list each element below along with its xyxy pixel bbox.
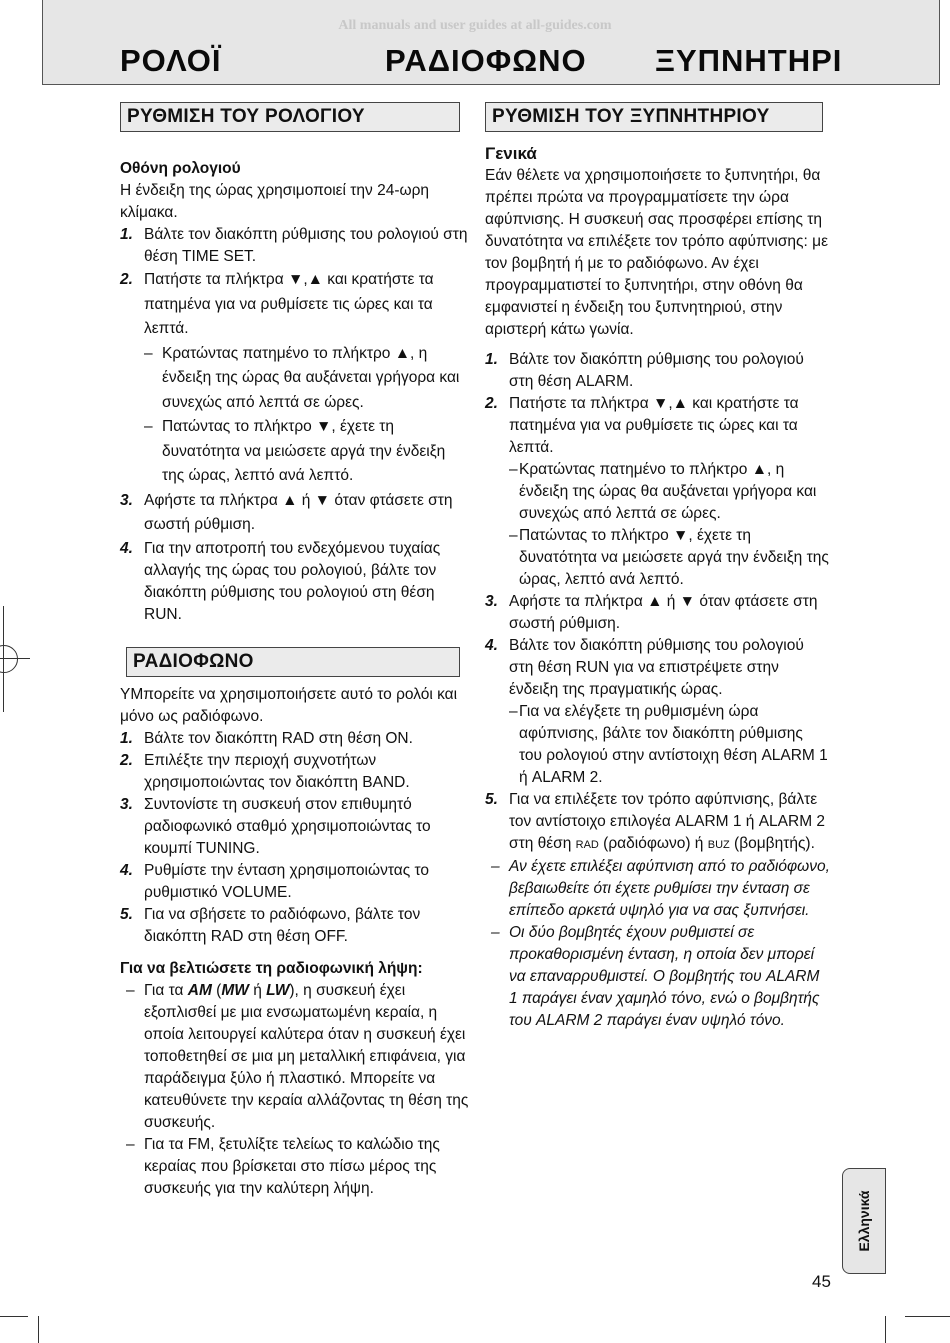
band-am: AM (187, 982, 212, 999)
rad-label: RAD (575, 839, 599, 851)
band-lw: LW (266, 982, 290, 999)
page-number: 45 (812, 1272, 831, 1291)
crop-mark (885, 1316, 886, 1343)
list-item (120, 489, 468, 538)
crop-mark (38, 1316, 39, 1343)
radio-section-body (120, 684, 470, 1200)
step-number: 4. (120, 539, 133, 557)
list-item (485, 349, 830, 393)
clock-setting-heading: ΡΥΘΜΙΣΗ ΤΟΥ ΡΟΛΟΓΙΟΥ (120, 102, 460, 132)
radio-heading: ΡΑΔΙΟΦΩΝΟ (126, 647, 460, 677)
list-item (485, 789, 830, 856)
step-number: 2. (485, 395, 498, 412)
list-item (120, 224, 468, 268)
step-text: Βάλτε τον διακόπτη RAD στη θέση ON. (144, 730, 413, 747)
display-intro: Η ένδειξη της ώρας χρησιμοποιεί την 24-ωρη κλίμακα. (120, 182, 430, 221)
clock-section-body (120, 158, 468, 626)
reception-text: ή (248, 982, 267, 999)
watermark: All manuals and user guides at all-guides.com (338, 18, 612, 33)
list-item: – Οι δύο βομβητές έχουν ρυθμιστεί σε προκαθορισμένη ένταση, η οποία δεν μπορεί να επαναρρυθμιστεί. Ο βομβητής του ALARM 1 παράγει έναν χαμηλό τόνο, ενώ ο βομβητής του ALARM 2 παράγει έναν υψηλό τόνο. (485, 922, 830, 1032)
step-text: (βομβητής). (729, 835, 815, 852)
step-text: Βάλτε τον διακόπτη ρύθμισης του ρολογιού στη θέση TIME SET. (144, 226, 468, 265)
step-text: Βάλτε τον διακόπτη ρύθμισης του ρολογιού στη θέση ALARM. (509, 351, 804, 390)
step-number: 2. (120, 271, 133, 288)
list-item: – Πατώντας το πλήκτρο ▼, έχετε τη δυνατότητα να μειώσετε αργά την ένδειξη της ώρας, λεπτό ανά λεπτό. (485, 525, 830, 591)
title-clock: ΡΟΛΟΪ (120, 43, 222, 78)
step-number: 1. (120, 730, 133, 747)
step-number: 3. (485, 593, 498, 610)
title-alarm: ΞΥΠΝΗΤΗΡΙ (655, 43, 843, 78)
title-radio: ΡΑΔΙΟΦΩΝΟ (385, 43, 587, 78)
step-number: 4. (120, 862, 133, 879)
list-item (120, 538, 468, 626)
general-text: Εάν θέλετε να χρησιμοποιήσετε το ξυπνητήρι, θα πρέπει πρώτα να προγραμματίσετε την ώρα αφύπνισης. Η συσκευή σας προσφέρει επίσης τη δυνατότητα να επιλέξετε τον τρόπο αφύπνισης: με τον βομβητή ή με το ραδιόφωνο. Αν έχει προγραμματιστεί το ξυπνητήρι, στην οθόνη θα εμφανιστεί η ένδειξη του ξυπνητηριού, στην αριστερή κάτω γωνία. (485, 167, 828, 338)
reception-subheading: Για να βελτιώσετε τη ραδιοφωνική λήψη: (120, 960, 423, 977)
alarm-setting-heading: ΡΥΘΜΙΣΗ ΤΟΥ ΞΥΠΝΗΤΗΡΙΟΥ (485, 102, 823, 132)
list-item: – Για να ελέγξετε τη ρυθμισμένη ώρα αφύπνισης, βάλτε τον διακόπτη ρύθμισης του ρολογιού στην αντίστοιχη θέση ALARM 1 ή ALARM 2. (485, 701, 830, 789)
step-number: 2. (120, 752, 133, 769)
band-mw: MW (221, 982, 249, 999)
step-text: Πατήστε τα πλήκτρα ▼,▲ και κρατήστε τα πατημένα για να ρυθμίσετε τις ώρες και τα λεπτά. (144, 271, 434, 337)
step-number: 3. (120, 491, 133, 509)
crop-mark (905, 1316, 950, 1317)
registration-circle (0, 645, 18, 673)
list-item: – Κρατώντας πατημένο το πλήκτρο ▲, η ένδειξη της ώρας θα αυξάνεται γρήγορα και συνεχώς από λεπτά σε ώρες. (120, 342, 468, 416)
general-subheading: Γενικά (485, 144, 537, 163)
step-number: 1. (485, 351, 498, 368)
buz-label: BUZ (707, 839, 730, 851)
step-text: Για την αποτροπή του ενδεχόμενου τυχαίας αλλαγής της ώρας του ρολογιού, βάλτε τον διακόπτη ρύθμισης του ρολογιού στη θέση RUN. (144, 539, 441, 623)
step-text: Για να επιλέξετε τον τρόπο αφύπνισης, βάλτε τον αντίστοιχο επιλογέα ALARM 1 ή ALARM 2 στη θέση (509, 791, 826, 852)
step-number: 3. (120, 796, 133, 813)
step-text: Βάλτε τον διακόπτη ρύθμισης του ρολογιού στη θέση RUN για να επιστρέψετε στην ένδειξη της πραγματικής ώρας. (509, 637, 804, 698)
list-item (120, 860, 470, 904)
list-item (120, 904, 470, 948)
step-text: Για να σβήσετε το ραδιόφωνο, βάλτε τον διακόπτη RAD στη θέση OFF. (144, 906, 421, 945)
list-item: – Για τα FM, ξετυλίξτε τελείως το καλώδιο της κεραίας που βρίσκεται στο πίσω μέρος της συσκευής για την καλύτερη λήψη. (120, 1134, 470, 1200)
list-item (120, 750, 470, 794)
step-text: Αφήστε τα πλήκτρα ▲ ή ▼ όταν φτάσετε στη σωστή ρύθμιση. (509, 593, 818, 632)
step-number: 5. (120, 906, 133, 923)
step-text: Συντονίστε τη συσκευή στον επιθυμητό ραδιοφωνικό σταθμό χρησιμοποιώντας το κουμπί TUNING. (144, 796, 431, 857)
step-number: 5. (485, 791, 498, 808)
step-number: 4. (485, 637, 498, 654)
step-text: Επιλέξτε την περιοχή συχνοτήτων χρησιμοποιώντας τον διακόπτη BAND. (144, 752, 410, 791)
step-text: Ρυθμίστε την ένταση χρησιμοποιώντας το ρυθμιστικό VOLUME. (144, 862, 430, 901)
step-text: Πατήστε τα πλήκτρα ▼,▲ και κρατήστε τα πατημένα για να ρυθμίσετε τις ώρες και τα λεπτά. (509, 395, 799, 456)
step-text: (ραδιόφωνο) ή (598, 835, 708, 852)
step-number: 1. (120, 226, 133, 243)
list-item (120, 268, 468, 342)
alarm-section-body (485, 143, 830, 1032)
list-item (120, 980, 470, 1134)
list-item: – Αν έχετε επιλέξει αφύπνιση από το ραδιόφωνο, βεβαιωθείτε ότι έχετε ρυθμίσει την ένταση σε επίπεδο αρκετά υψηλό για να σας ξυπνήσει. (485, 856, 830, 922)
list-item (485, 591, 830, 635)
step-text: Αφήστε τα πλήκτρα ▲ ή ▼ όταν φτάσετε στη σωστή ρύθμιση. (144, 491, 453, 533)
reception-text: ( (211, 982, 222, 999)
list-item: – Κρατώντας πατημένο το πλήκτρο ▲, η ένδειξη της ώρας θα αυξάνεται γρήγορα και συνεχώς από λεπτά σε ώρες. (485, 459, 830, 525)
display-subheading: Οθόνη ρολογιού (120, 160, 241, 177)
list-item (120, 728, 470, 750)
list-item: – Πατώντας το πλήκτρο ▼, έχετε τη δυνατότητα να μειώσετε αργά την ένδειξη της ώρας, λεπτό ανά λεπτό. (120, 415, 468, 489)
language-tab (842, 1168, 886, 1274)
list-item (120, 794, 470, 860)
reception-text: Για τα (144, 982, 188, 999)
crop-mark (0, 1316, 28, 1317)
list-item (485, 635, 830, 701)
list-item (485, 393, 830, 459)
language-tab-label: Ελληνικά (856, 1190, 872, 1252)
reception-text: ), η συσκευή έχει εξοπλισθεί με μια ενσωματωμένη κεραία, η οποία λειτουργεί καλύτερα όταν η συσκευή έχει τοποθετηθεί σε μια μη μεταλλική επιφάνεια, για παράδειγμα ξύλο ή πλαστικό. Μπορείτε να κατευθύνετε την κεραία αλλάζοντας τη θέση της συσκευής. (144, 982, 469, 1131)
radio-intro: YΜπορείτε να χρησιμοποιήσετε αυτό το ρολόι και μόνο ως ραδιόφωνο. (120, 686, 458, 725)
